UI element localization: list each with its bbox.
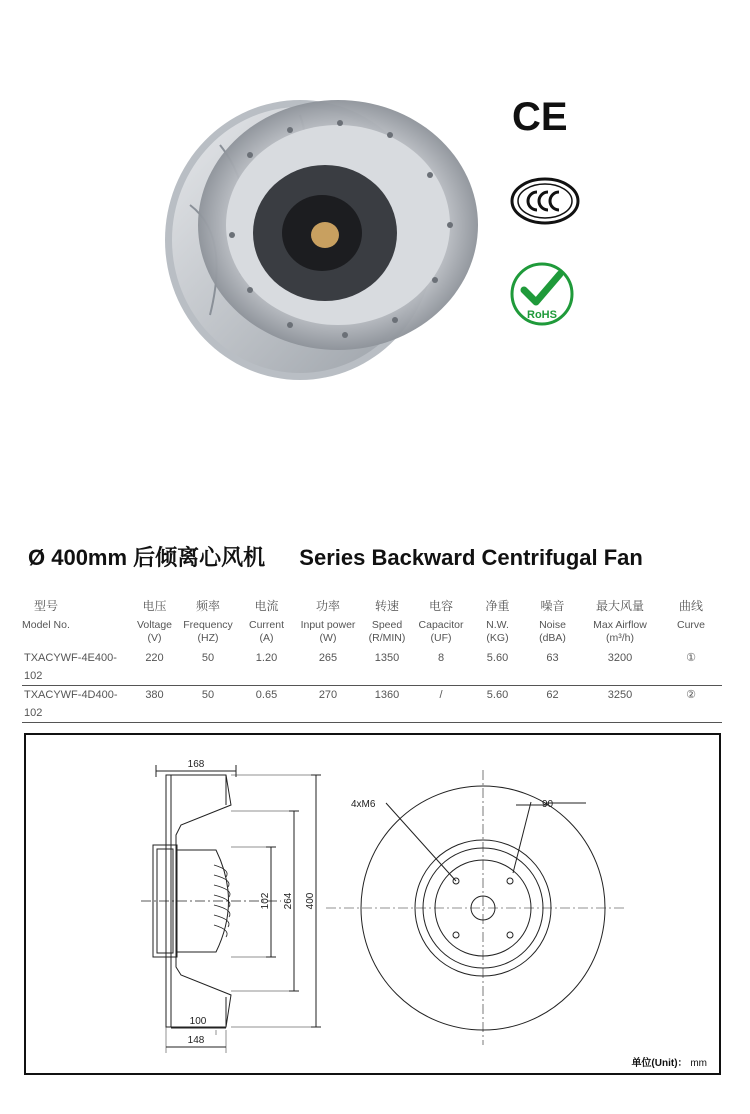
product-title	[28, 541, 728, 572]
cell-current: 0.65	[239, 686, 294, 723]
fan-product-photo	[150, 85, 480, 385]
header-row-cn	[22, 597, 722, 619]
table-row	[22, 686, 722, 723]
cell-power: 270	[294, 686, 362, 723]
dim-outer: 400	[305, 892, 316, 910]
dim-holes: 4xM6	[351, 799, 376, 810]
th-cn-noise: 噪音	[540, 599, 565, 613]
th-en-weight: N.W. (KG)	[486, 619, 509, 644]
cell-capacitor: /	[412, 686, 470, 723]
th-en-voltage: Voltage (V)	[136, 619, 173, 644]
th-cn-frequency: 频率	[195, 599, 220, 613]
cell-weight: 5.60	[470, 649, 525, 686]
cell-speed: 1350	[362, 649, 412, 686]
cell-speed: 1360	[362, 686, 412, 723]
th-cn-current: 电流	[254, 599, 279, 613]
rohs-mark-icon	[510, 262, 574, 326]
title-chinese: Ø 400mm 后倾离心风机	[28, 545, 266, 570]
th-cn-speed: 转速	[374, 599, 399, 613]
th-en-curve: Curve	[676, 619, 705, 631]
th-en-power: Input power (W)	[300, 619, 356, 644]
th-cn-voltage: 电压	[142, 599, 167, 613]
unit-note: 单位(Unit)： mm	[631, 1058, 707, 1069]
cell-airflow: 3250	[580, 686, 660, 723]
header-row-en	[22, 619, 722, 649]
dimension-drawing	[24, 733, 721, 1075]
dim-angle: 90	[542, 799, 554, 810]
th-en-airflow: Max Airflow (m³/h)	[593, 619, 647, 644]
th-en-frequency: Frequency (HZ)	[183, 619, 233, 644]
cell-airflow: 3200	[580, 649, 660, 686]
th-cn-weight: 净重	[485, 599, 510, 613]
cell-weight: 5.60	[470, 686, 525, 723]
dim-hub: 102	[260, 892, 271, 910]
cell-curve: ①	[660, 649, 722, 686]
th-en-speed: Speed (R/MIN)	[368, 619, 406, 644]
cell-capacitor: 8	[412, 649, 470, 686]
ccc-mark-icon	[510, 176, 580, 226]
dim-bottom-outer: 148	[187, 1035, 205, 1046]
table-row	[22, 649, 722, 686]
cell-frequency: 50	[177, 649, 239, 686]
cell-frequency: 50	[177, 686, 239, 723]
title-english: Series Backward Centrifugal Fan	[299, 545, 643, 570]
th-cn-model: 型号	[34, 599, 59, 613]
cell-noise: 62	[525, 686, 580, 723]
th-cn-airflow: 最大风量	[595, 599, 644, 613]
th-en-model: Model No.	[22, 619, 70, 631]
svg-text:RoHS: RoHS	[527, 309, 557, 321]
cell-model: TXACYWF-4E400-102	[22, 649, 132, 686]
cell-noise: 63	[525, 649, 580, 686]
svg-text:CE: CE	[512, 95, 568, 136]
dim-top-width: 168	[187, 759, 205, 770]
cell-power: 265	[294, 649, 362, 686]
cell-model: TXACYWF-4D400-102	[22, 686, 132, 723]
th-en-current: Current (A)	[248, 619, 284, 644]
drawing-svg	[26, 735, 719, 1073]
ce-mark-icon	[510, 92, 570, 136]
th-cn-capacitor: 电容	[428, 599, 453, 613]
th-en-capacitor: Capacitor (UF)	[418, 619, 464, 644]
cell-voltage: 220	[132, 649, 177, 686]
cell-voltage: 380	[132, 686, 177, 723]
th-cn-curve: 曲线	[678, 599, 703, 613]
th-en-noise: Noise (dBA)	[539, 619, 566, 644]
cell-current: 1.20	[239, 649, 294, 686]
dim-bottom-inner: 100	[189, 1016, 207, 1027]
th-cn-power: 功率	[315, 599, 340, 613]
cell-curve: ②	[660, 686, 722, 723]
spec-table	[22, 597, 722, 723]
dim-inner: 264	[283, 892, 294, 910]
